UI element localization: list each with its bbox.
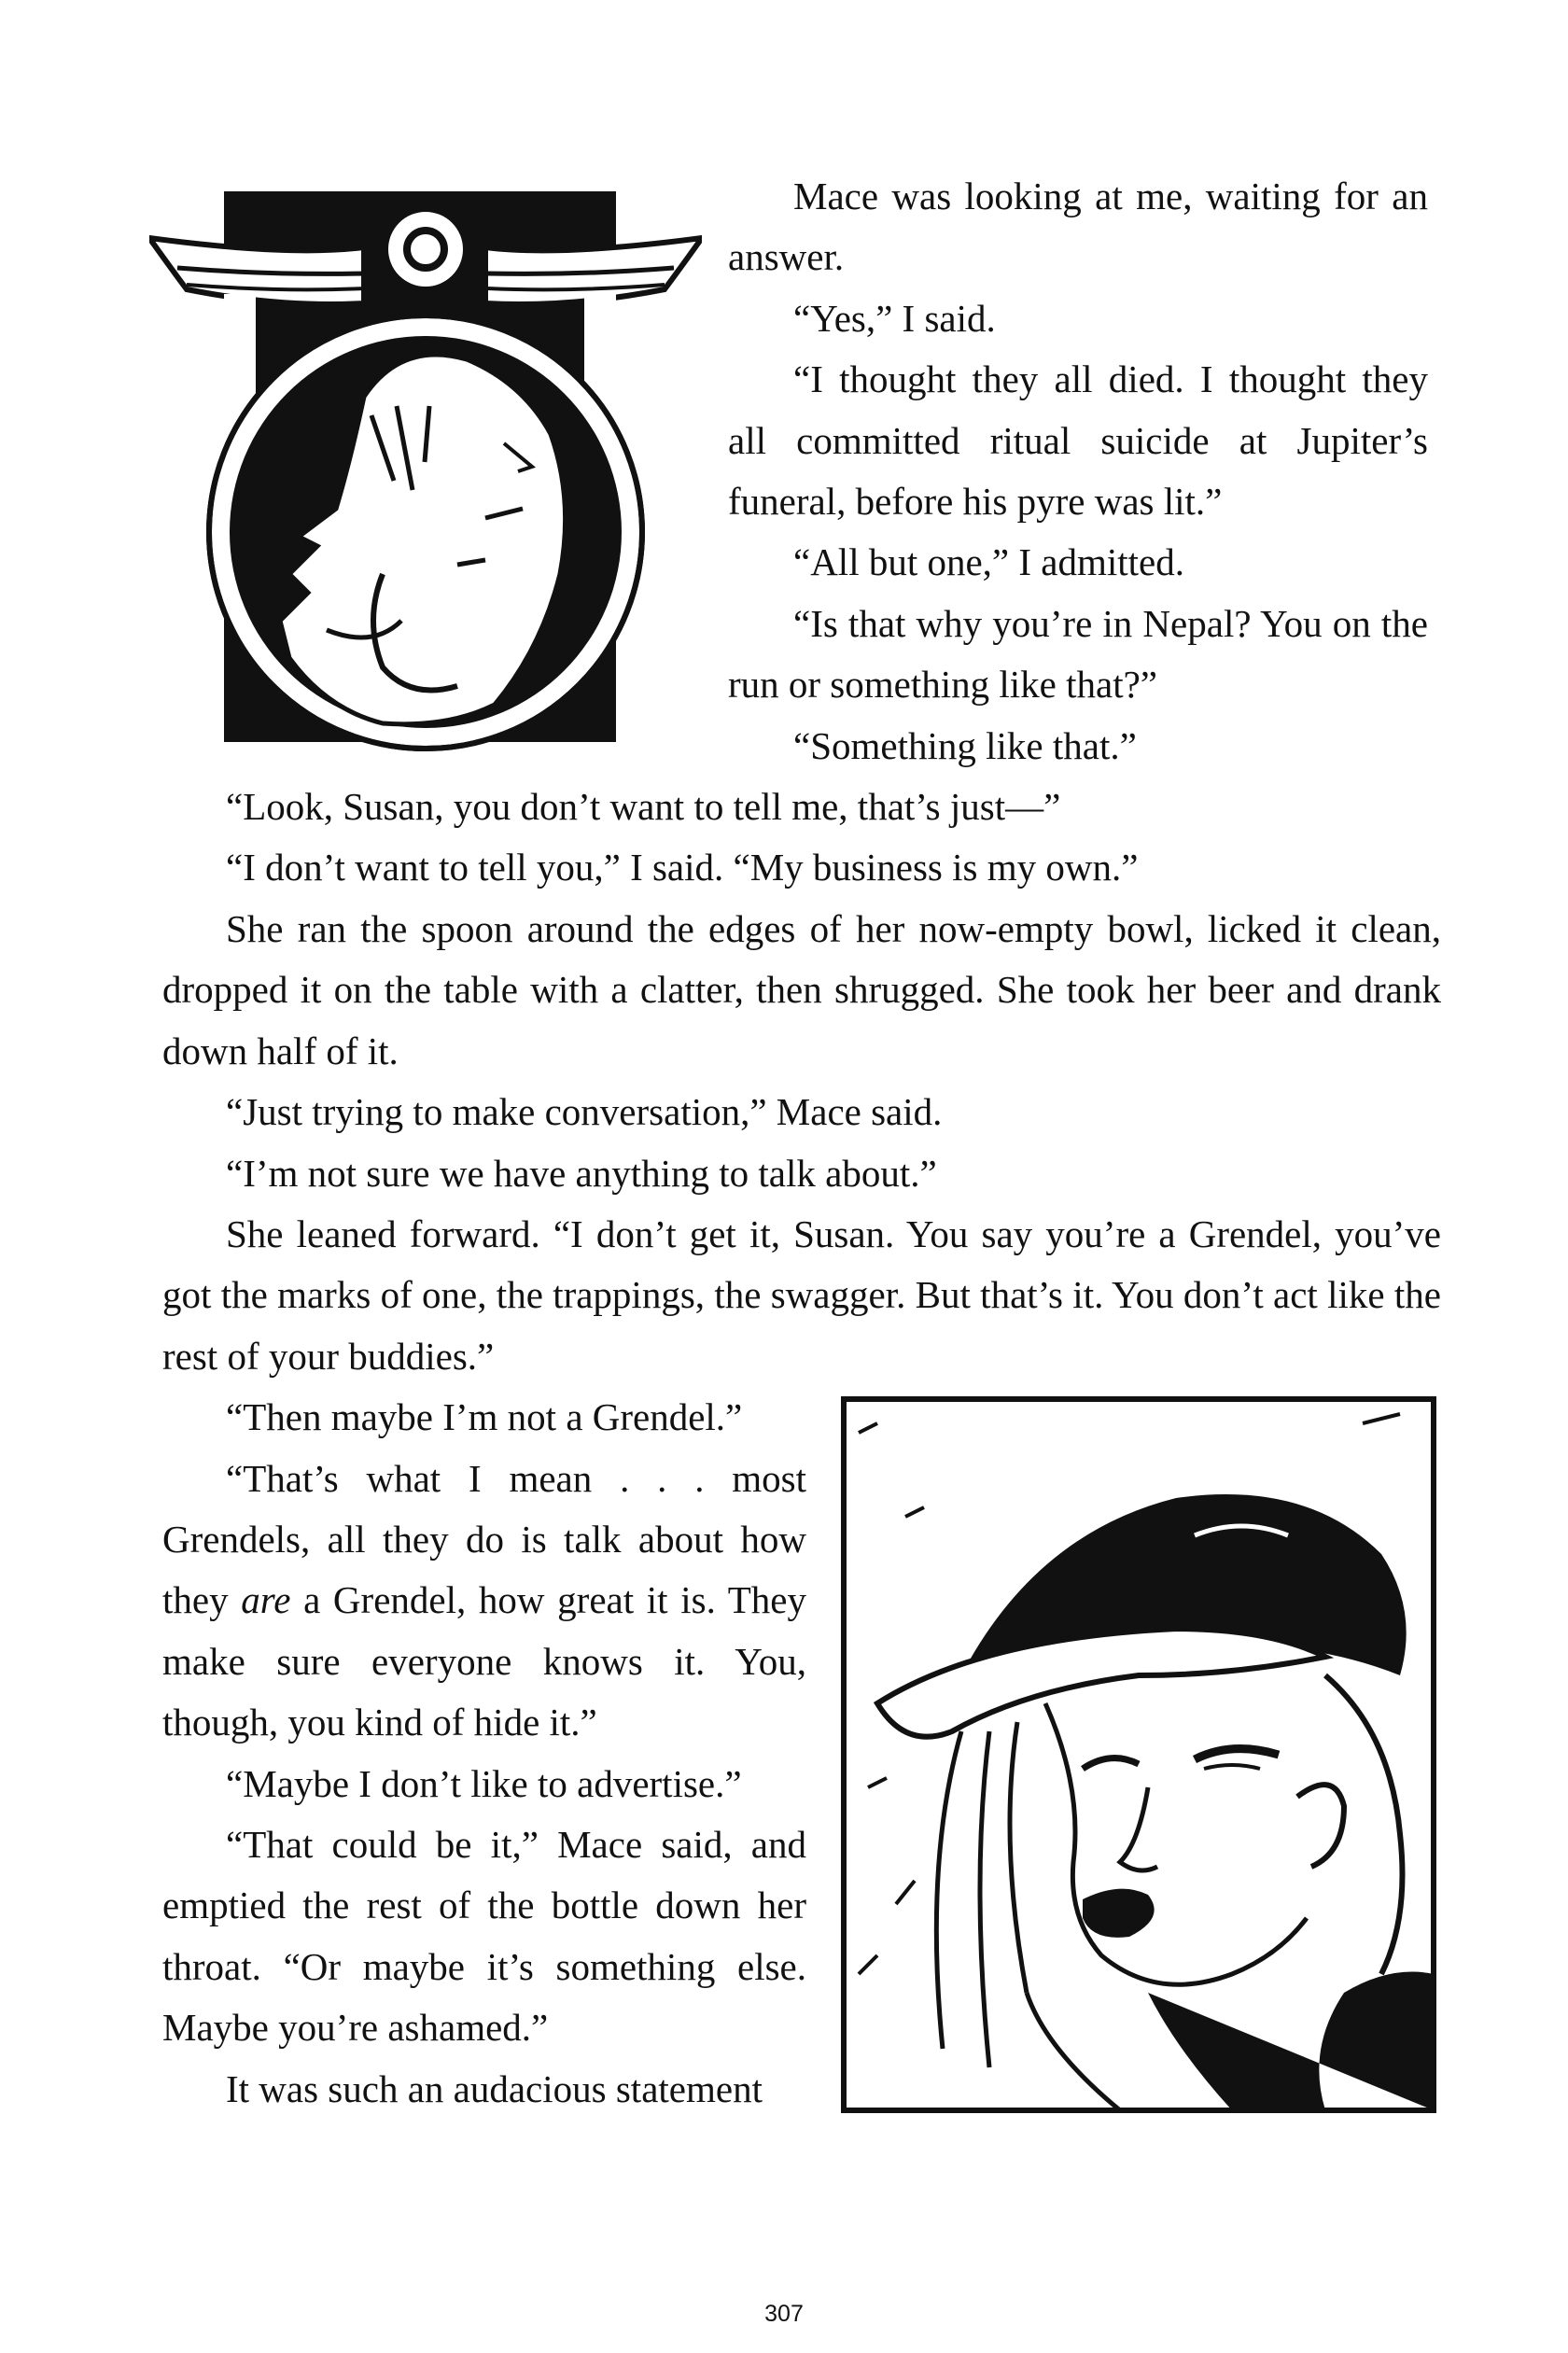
paragraph: “Maybe I don’t like to advertise.”: [226, 1761, 742, 1805]
paragraph: She leaned forward. “I don’t get it, Susan. You say you’re a Grendel, you’ve got the marks of one, the trappings, the swagger. But that’s it. You don’t act like the rest of your buddies.”: [162, 1212, 1441, 1378]
paragraph: “Is that why you’re in Nepal? You on the run or something like that?”: [728, 601, 1428, 707]
text-beside-emblem: [728, 166, 1428, 777]
paragraph: “Something like that.”: [793, 723, 1137, 767]
paragraph: It was such an audacious statement: [226, 2066, 763, 2110]
paragraph-part: a Grendel, how great it is. They make sure everyone knows it. You, though, you kind of hide it.”: [162, 1578, 806, 1744]
paragraph: “Yes,” I said.: [793, 296, 996, 340]
full-width-text: [162, 777, 1441, 1387]
paragraph: “All but one,” I admitted.: [793, 540, 1184, 584]
paragraph-part: “That’s what I mean . . . most Grendels, all they do is talk about how they: [162, 1456, 806, 1622]
paragraph: “I don’t want to tell you,” I said. “My business is my own.”: [226, 846, 1139, 889]
paragraph: “I’m not sure we have anything to talk about.”: [226, 1151, 937, 1195]
text-beside-portrait: [162, 1387, 806, 2120]
paragraph: “Just trying to make conversation,” Mace said.: [226, 1090, 943, 1134]
paragraph: “Look, Susan, you don’t want to tell me, that’s just—”: [226, 785, 1061, 829]
body-text: [162, 166, 1441, 2120]
page-number: 307: [764, 2301, 804, 2327]
paragraph: Mace was looking at me, waiting for an answer.: [728, 175, 1428, 279]
paragraph: [162, 1449, 806, 1754]
paragraph: “Then maybe I’m not a Grendel.”: [226, 1395, 743, 1439]
paragraph: She ran the spoon around the edges of her now-empty bowl, licked it clean, dropped it on the table with a clatter, then shrugged. She took her beer and drank down half of it.: [162, 906, 1441, 1072]
paragraph: “I thought they all died. I thought they all committed ritual suicide at Jupiter’s funeral, before his pyre was lit.”: [728, 357, 1428, 524]
paragraph: “That could be it,” Mace said, and emptied the rest of the bottle down her throat. “Or maybe it’s something else. Maybe you’re ashamed.”: [162, 1822, 806, 2050]
emphasis: are: [241, 1578, 291, 1622]
